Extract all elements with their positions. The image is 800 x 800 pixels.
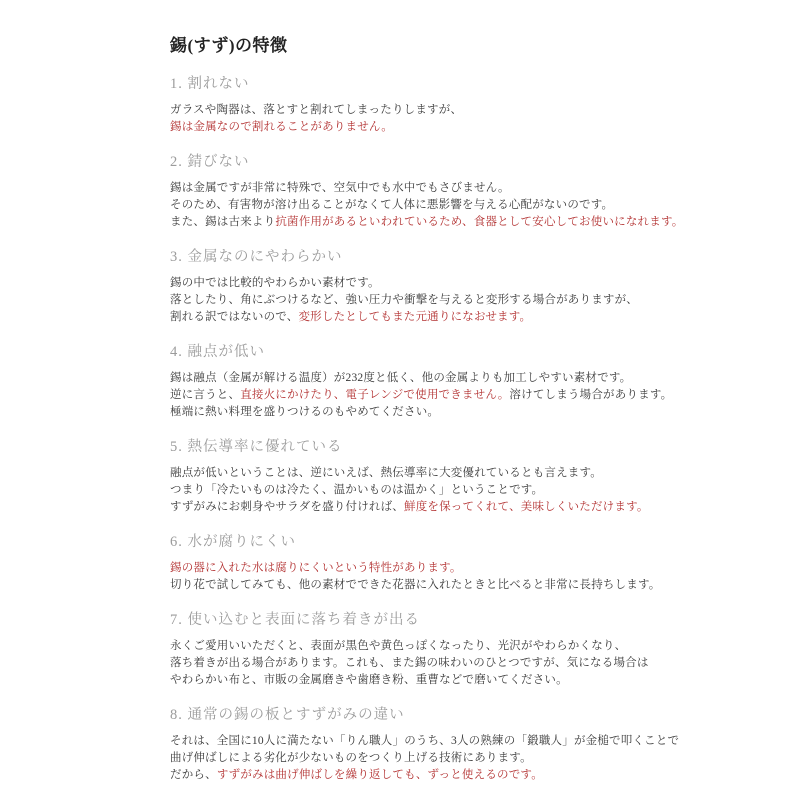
body-text: 曲げ伸ばしによる劣化が少ないものをつくり上げる技術にあります。 (170, 752, 532, 764)
body-line (170, 499, 670, 516)
body-text: 落ち着きが出る場合があります。これも、また錫の味わいのひとつですが、気になる場合は (170, 657, 649, 669)
body-text: それは、全国に10人に満たない「りん職人」のうち、3人の熟練の「鍛職人」が金槌で叩くことで (170, 735, 680, 747)
feature-section (170, 152, 684, 231)
body-text: 錫は融点（金属が解ける温度）が232度と低く、他の金属よりも加工しやすい素材です。 (170, 372, 632, 384)
emphasis-text: すずがみは曲げ伸ばしを繰り返しても、ずっと使えるのです。 (216, 769, 543, 781)
body-line (170, 292, 670, 309)
body-line (170, 370, 670, 387)
emphasis-text: 錫の器に入れた水は腐りにくいという特性があります。 (170, 562, 462, 574)
body-text: 極端に熱い料理を盛りつけるのもやめてください。 (170, 406, 440, 418)
emphasis-text: 変形したとしてもまた元通りになおせます。 (298, 311, 532, 323)
body-text: 永くご愛用いいただくと、表面が黒色や黄色っぽくなったり、光沢がやわらかくなり、 (170, 640, 627, 652)
body-line (170, 638, 670, 655)
body-line (170, 767, 670, 784)
body-line (170, 119, 670, 136)
body-line (170, 577, 670, 594)
body-text: ガラスや陶器は、落とすと割れてしまったりしますが、 (170, 104, 463, 116)
body-line (170, 655, 670, 672)
body-line (170, 750, 670, 767)
feature-section (170, 342, 673, 421)
body-line (170, 482, 670, 499)
section-heading: 2. 錆びない (170, 154, 250, 170)
body-text: 錫の中では比較的やわらかい素材です。 (170, 277, 380, 289)
feature-sections-list (170, 74, 684, 784)
emphasis-text: 鮮度を保ってくれて、美味しくいただけます。 (404, 501, 649, 513)
feature-section (170, 437, 670, 516)
body-line (170, 560, 670, 577)
body-line (170, 275, 670, 292)
body-text: だから、 (170, 769, 217, 781)
body-line (170, 387, 673, 404)
body-text: つまり「冷たいものは冷たく、温かいものは温かく」ということです。 (170, 484, 544, 496)
section-heading: 6. 水が腐りにくい (170, 534, 296, 550)
section-heading: 1. 割れない (170, 76, 250, 92)
body-text: 融点が低いということは、逆にいえば、熱伝導率に大変優れているとも言えます。 (170, 467, 602, 479)
body-text: やわらかい布と、市販の金属磨きや歯磨き粉、重曹などで磨いてください。 (170, 674, 568, 686)
emphasis-text: 錫は金属なので割れることがありません。 (170, 121, 393, 133)
body-text: また、錫は古来より (170, 216, 276, 228)
emphasis-text: 直接火にかけたり、電子レンジで使用できません。 (240, 389, 510, 401)
feature-section (170, 74, 670, 136)
body-text: 落としたり、角にぶつけるなど、強い圧力や衝撃を与えると変形する場合がありますが、 (170, 294, 638, 306)
body-text: すずがみにお刺身やサラダを盛り付ければ、 (170, 501, 404, 513)
section-heading: 8. 通常の錫の板とすずがみの違い (170, 707, 405, 723)
body-text: 割れる訳ではないので、 (170, 311, 299, 323)
body-text: 逆に言うと、 (170, 389, 241, 401)
section-heading: 3. 金属なのにやわらかい (170, 249, 343, 265)
body-line (170, 197, 670, 214)
section-heading: 4. 融点が低い (170, 344, 265, 360)
feature-section (170, 610, 670, 689)
section-heading: 5. 熱伝導率に優れている (170, 439, 343, 455)
body-text: そのため、有害物が溶け出ることがなくて人体に悪影響を与える心配がないのです。 (170, 199, 614, 211)
body-line (170, 404, 670, 421)
body-text: 錫は金属ですが非常に特殊で、空気中でも水中でもさびません。 (170, 182, 510, 194)
feature-section (170, 532, 670, 594)
body-line (170, 309, 670, 326)
body-line (170, 465, 670, 482)
feature-section (170, 705, 680, 784)
body-line (170, 672, 670, 689)
body-line (170, 214, 684, 231)
feature-section (170, 247, 670, 326)
body-text: 切り花で試してみても、他の素材でできた花器に入れたときと比べると非常に長持ちします。 (170, 579, 661, 591)
body-line (170, 180, 670, 197)
body-line (170, 102, 670, 119)
section-heading: 7. 使い込むと表面に落ち着きが出る (170, 612, 420, 628)
body-line (170, 733, 680, 750)
page-title: 錫(すず)の特徴 (170, 36, 288, 55)
emphasis-text: 抗菌作用があるといわれているため、食器として安心してお使いになれます。 (275, 216, 684, 228)
body-text: 溶けてしまう場合があります。 (509, 389, 673, 401)
